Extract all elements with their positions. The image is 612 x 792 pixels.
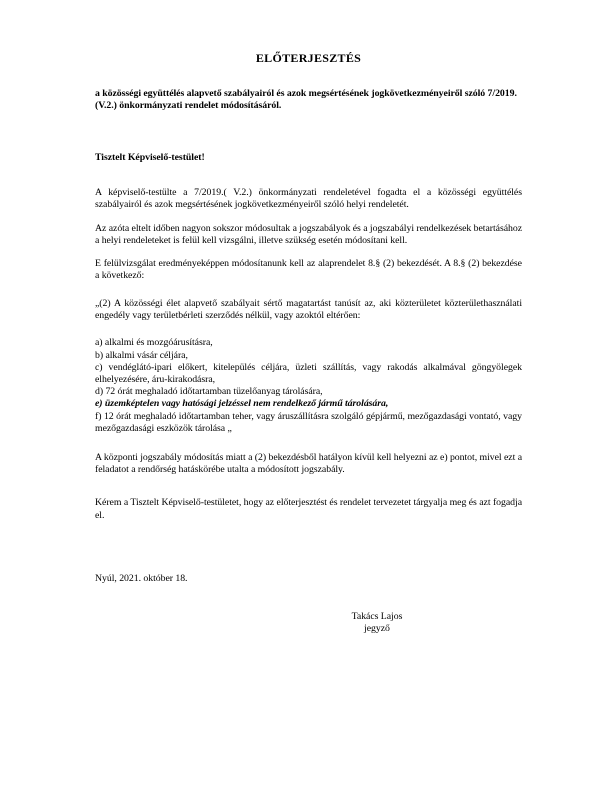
quoted-rule-list [95,337,522,435]
list-item-b: b) alkalmi vásár céljára, [95,349,188,361]
quoted-rule-intro: „(2) A közösségi élet alapvető szabályait sértő magatartást tanúsít az, aki közterületet közterülethasználati engedély vagy területbérleti szerződés nélkül, vagy azoktól eltérően: [95,298,522,322]
signature-role: jegyző [364,623,390,635]
paragraph-repeal-reason: A központi jogszabály módosítás miatt a (2) bekezdésből hatályon kívül kell helyezni az e) pontot, mivel ezt a feladatot a rendőrség hatáskörébe utalta a módosított jogszabály. [95,452,522,476]
paragraph-amendment: E felülvizsgálat eredményeképpen módosítanunk kell az alaprendelet 8.§ (2) bekezdését. A 8.§ (2) bekezdése a következő: [95,257,522,281]
list-item-c: c) vendéglátó-ipari előkert, kitelepülés céljára, üzleti szállítás, vagy rakodás alkalmával göngyölegek elhelyezésére, áru-kirakodásra, [95,361,522,386]
list-item-f: f) 12 órát meghaladó időtartamban teher, vagy áruszállításra szolgáló gépjármű, mezőgazdasági vontató, vagy mezőgazdasági eszközök tárolása „ [95,410,522,434]
list-item-e: e) üzemképtelen vagy hatósági jelzéssel nem rendelkező jármű tárolására, [95,398,389,410]
paragraph-request: Kérem a Tisztelt Képviselő-testületet, hogy az előterjesztést és rendelet tervezetet tárgyalja meg és azt fogadja el. [95,497,522,521]
salutation: Tisztelt Képviselő-testület! [95,151,205,163]
document-subject: a közösségi együttélés alapvető szabályairól és azok megsértésének jogkövetkezményeiről szóló 7/2019.(V.2.) önkormányzati rendelet módosításáról. [95,88,517,112]
date-line: Nyúl, 2021. október 18. [95,572,188,584]
signature-block [292,611,462,635]
paragraph-adoption: A képviselő-testülte a 7/2019.( V.2.) önkormányzati rendeletével fogadta el a közösségi együttélés szabályairól és azok megsértésének jogkövetkezményeiről szóló helyi rendeletét. [95,186,522,211]
paragraph-review-need: Az azóta eltelt időben nagyon sokszor módosultak a jogszabályok és a jogszabályi rendelkezések betartásához a helyi rendeleteket is felül kell vizsgálni, illetve szükség esetén módosítani kell. [95,223,522,247]
list-item-d: d) 72 órát meghaladó időtartamban tüzelőanyag tárolására, [95,386,323,398]
document-title: ELŐTERJESZTÉS [255,51,362,65]
signature-name: Takács Lajos [351,611,403,623]
list-item-a: a) alkalmi és mozgóárusításra, [95,337,213,349]
